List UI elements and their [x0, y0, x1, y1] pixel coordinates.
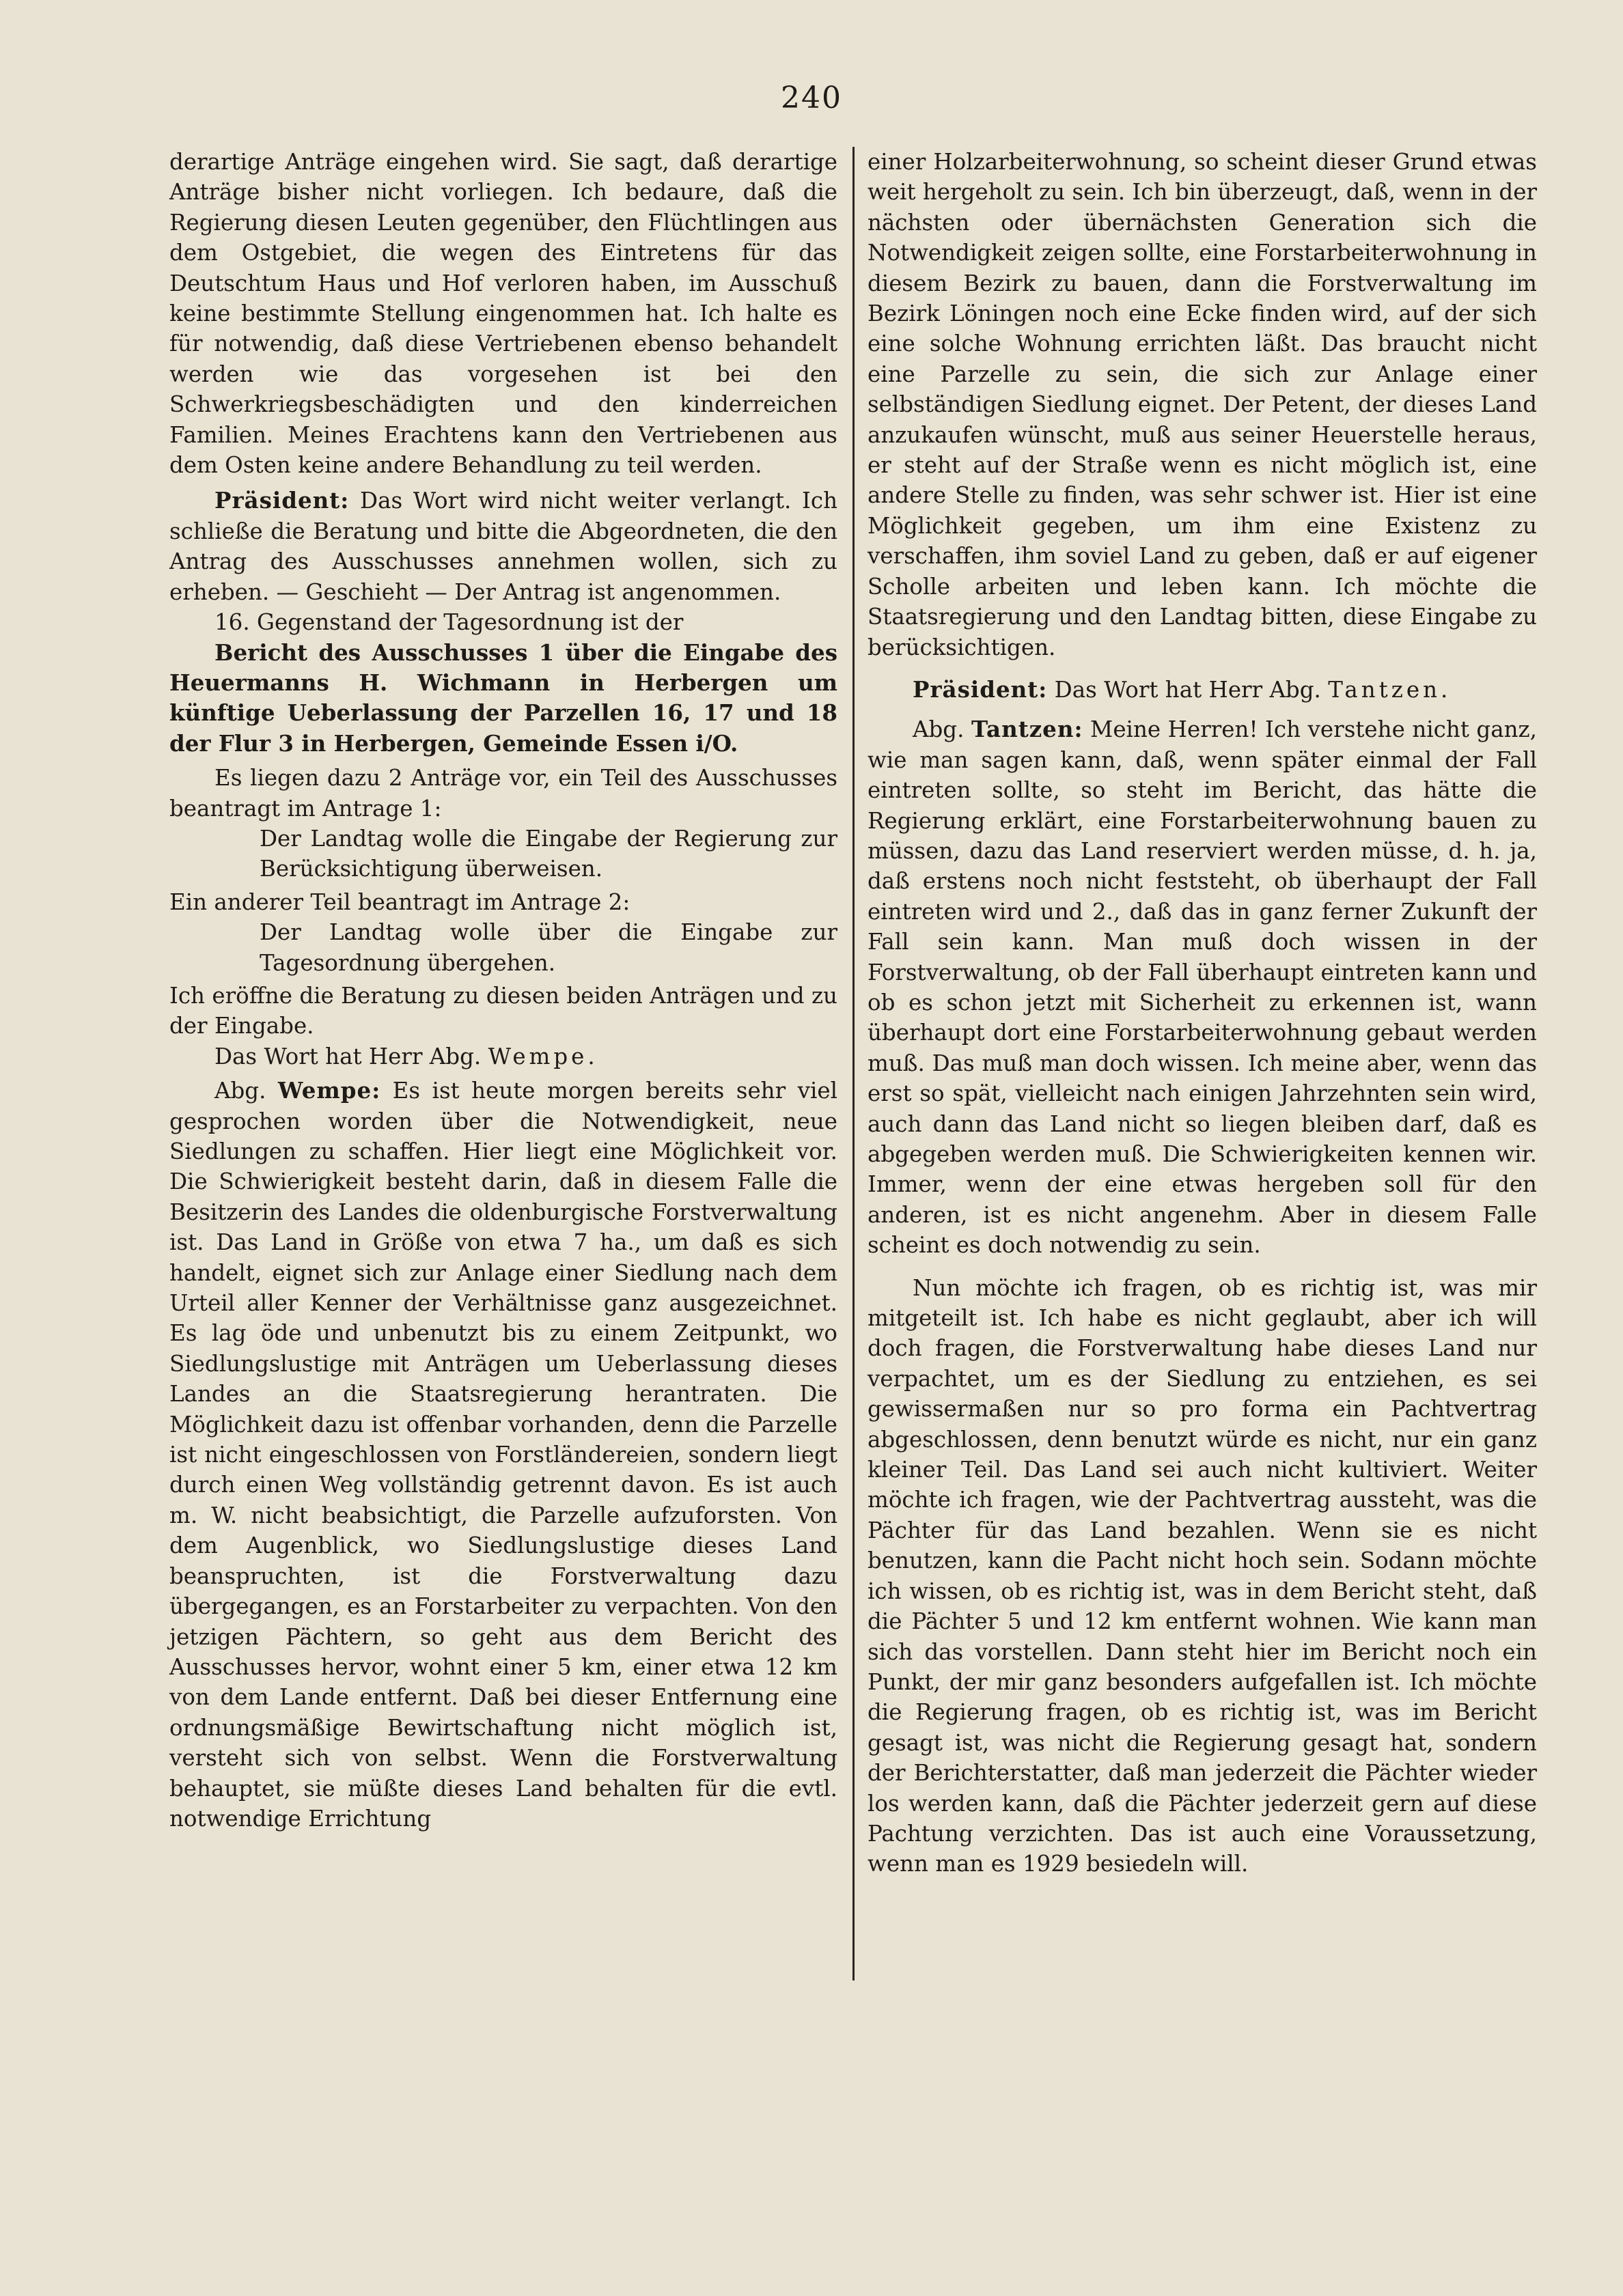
text: Das Wort hat Herr Abg. [214, 1043, 488, 1069]
paragraph [169, 486, 837, 607]
paragraph: Ich eröffne die Beratung zu diesen beiden Anträgen und zu der Eingabe. [169, 982, 837, 1039]
speech-text: Das Wort hat Herr Abg. [1047, 676, 1329, 703]
speech-text: Meine Herren! Ich verstehe nicht ganz, wie man sagen kann, daß, wenn später einmal der Fall eintreten sollte, so steht im Bericht, das hätte die Regierung erklärt, eine Forstarbeiterwohnung bauen zu müssen, dazu das Land reserviert werden müsse, d. h. ja, daß erstens noch nicht feststeht, ob überhaupt der Fall eintreten wird und 2., daß das in ganz ferner Zukunft der Fall sein kann. Man muß doch wissen in der Forstverwaltung, ob der Fall überhaupt eintreten kann und ob es schon jetzt mit Sicherheit zu erkennen ist, wann überhaupt dort eine Forstarbeiterwohnung gebaut werden muß. Das muß man doch wissen. Ich meine aber, wenn das erst so spät, vielleicht nach einigen Jahrzehnten sein wird, auch dann das Land nicht so liegen bleiben darf, daß es abgegeben werden muß. Die Schwierigkeiten kennen wir. Immer, wenn der eine etwas hergeben soll für den anderen, ist es nicht angenehm. Aber in diesem Falle scheint es doch notwendig zu sein. [868, 716, 1537, 1259]
text: Abg. [214, 1078, 278, 1104]
paragraph: Ein anderer Teil beantragt im Antrage 2: [169, 888, 630, 915]
paragraph [868, 675, 1537, 705]
speech-text: Es ist heute morgen bereits sehr viel gesprochen worden über die Notwendigkeit, neue Siedlungen zu schaffen. Hier liegt eine Möglichkeit vor. Die Schwierigkeit besteht darin, daß in diesem Falle die Besitzerin des Landes die oldenburgische Forstverwaltung ist. Das Land in Größe von etwa 7 ha., um daß es sich handelt, eignet sich zur Anlage einer Siedlung nach dem Urteil aller Kenner der Verhältnisse ganz ausgezeichnet. Es lag öde und unbenutzt bis zu einem Zeitpunkt, wo Siedlungslustige mit Anträgen um Ueberlassung dieses Landes an die Staatsregierung herantraten. Die Möglichkeit dazu ist offenbar vorhanden, denn die Parzelle ist nicht eingeschlossen von Forstländereien, sondern liegt durch einen Weg vollständig getrennt davon. Es ist auch m. W. nicht beabsichtigt, die Parzelle aufzuforsten. Von dem Augenblick, wo Siedlungslustige dieses Land beanspruchten, ist die Forstverwaltung dazu übergegangen, es an Forstarbeiter zu verpachten. Von den jetzigen Pächtern, so geht aus dem Bericht des Ausschusses hervor, wohnt einer 5 km, einer etwa 12 km von dem Lande entfernt. Daß bei dieser Entfernung eine ordnungsmäßige Bewirtschaftung nicht möglich ist, versteht sich von selbst. Wenn die Forstverwaltung behauptet, sie müßte dieses Land behalten für die evtl. notwendige Errichtung [169, 1078, 837, 1832]
speaker-name: Tantzen. [1328, 676, 1452, 703]
text: Abg. [913, 716, 971, 743]
agenda-item-title: Bericht des Ausschusses 1 über die Eingabe des Heuermanns H. Wichmann in Herbergen um künftige Ueberlassung der Parzellen 16, 17 und 18 der Flur 3 in Herbergen, Gemeinde Essen i/O. [169, 639, 837, 757]
paragraph: 16. Gegenstand der Tagesordnung ist der [214, 609, 684, 636]
paragraph [169, 1076, 837, 1834]
right-column [868, 147, 1537, 1879]
speaker-name: Tantzen: [971, 716, 1083, 743]
paragraph: einer Holzarbeiterwohnung, so scheint dieser Grund etwas weit hergeholt zu sein. Ich bin überzeugt, daß, wenn in der nächsten oder übernächsten Generation sich die Notwendigkeit zeigen sollte, eine Forstarbeiterwohnung in diesem Bezirk zu bauen, dann die Forstverwaltung im Bezirk Löningen noch eine Ecke finden wird, auf der sich eine solche Wohnung errichten läßt. Das braucht nicht eine Parzelle zu sein, die sich zur Anlage einer selbständigen Siedlung eignet. Der Petent, der dieses Land anzukaufen wünscht, muß aus seiner Heuerstelle heraus, er steht auf der Straße wenn es nicht möglich ist, eine andere Stelle zu finden, was sehr schwer ist. Hier ist eine Möglichkeit gegeben, um ihm eine Existenz zu verschaffen, ihm soviel Land zu geben, daß er auf eigener Scholle arbeiten und leben kann. Ich möchte die Staatsregierung und den Landtag bitten, diese Eingabe zu berücksichtigen. [868, 149, 1537, 660]
page-number: 240 [781, 81, 842, 115]
motion-quote: Der Landtag wolle die Eingabe der Regierung zur Berücksichtigung überweisen. [260, 825, 837, 882]
paragraph: Es liegen dazu 2 Anträge vor, ein Teil des Ausschusses beantragt im Antrage 1: [169, 765, 837, 822]
speaker-name: Präsident: [913, 675, 1048, 703]
paragraph: Nun möchte ich fragen, ob es richtig ist, was mir mitgeteilt ist. Ich habe es nicht geglaubt, aber ich will doch fragen, die Forstverwaltung habe dieses Land nur verpachtet, um es der Siedlung zu entziehen, es sei gewissermaßen nur so pro forma ein Pachtvertrag abgeschlossen, denn benutzt würde es nicht, nur ein ganz kleiner Teil. Das Land sei auch nicht kultiviert. Weiter möchte ich fragen, wie der Pachtvertrag aussteht, was die Pächter für das Land bezahlen. Wenn sie es nicht benutzen, kann die Pacht nicht hoch sein. Sodann möchte ich wissen, ob es richtig ist, was in dem Bericht steht, daß die Pächter 5 und 12 km entfernt wohnen. Wie kann man sich das vorstellen. Dann steht hier im Bericht noch ein Punkt, der mir ganz besonders aufgefallen ist. Ich möchte die Regierung fragen, ob es richtig ist, was im Bericht gesagt ist, was nicht die Regierung gesagt hat, sondern der Berichterstatter, daß man jederzeit die Pächter wieder los werden kann, daß die Pächter jederzeit gern auf diese Pachtung verzichten. Das ist auch eine Voraussetzung, wenn man es 1929 besiedeln will. [868, 1274, 1537, 1877]
paragraph [868, 714, 1537, 1260]
paragraph: derartige Anträge eingehen wird. Sie sagt, daß derartige Anträge bisher nicht vorliegen. Ich bedaure, daß die Regierung diesen Leuten gegenüber, den Flüchtlingen aus dem Ostgebiet, die wegen des Eintretens für das Deutschtum Haus und Hof verloren haben, im Ausschuß keine bestimmte Stellung eingenommen hat. Ich halte es für notwendig, daß diese Vertriebenen ebenso behandelt werden wie das vorgesehen ist bei den Schwerkriegsbeschädigten und den kinderreichen Familien. Meines Erachtens kann den Vertriebenen aus dem Osten keine andere Behandlung zu teil werden. [169, 149, 837, 479]
speaker-name: Präsident: [214, 487, 350, 514]
speaker-name: Wempe: [277, 1077, 381, 1104]
column-divider [852, 147, 855, 1980]
speaker-name: Wempe. [488, 1043, 598, 1069]
paragraph [169, 1041, 837, 1072]
left-column [169, 147, 837, 1834]
speech-text: Das Wort wird nicht weiter verlangt. Ich schließe die Beratung und bitte die Abgeordneten, die den Antrag des Ausschusses annehmen wollen, sich zu erheben. — Geschieht — Der Antrag ist angenommen. [169, 488, 837, 605]
motion-quote: Der Landtag wolle über die Eingabe zur Tagesordnung übergehen. [260, 919, 837, 976]
